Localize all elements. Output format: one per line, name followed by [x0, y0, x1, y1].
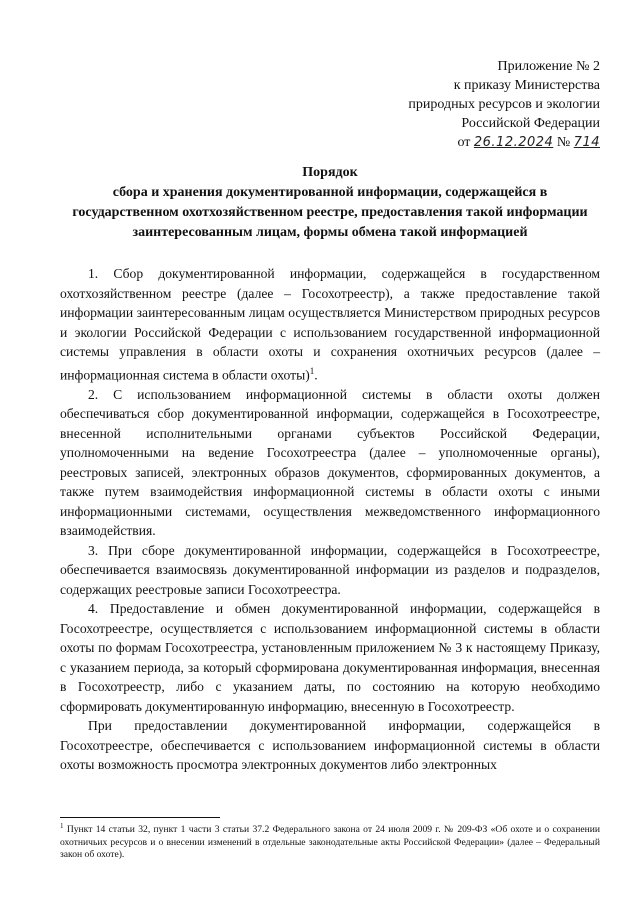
- handwritten-number: 714: [573, 135, 600, 150]
- paragraph-1-text: 1. Сбор документированной информации, содержащейся в государственном охотхозяйственном реестре (далее – Госохотреестр), а также предоставление такой информации заинтересованным лицам осуществляется Министерством природных ресурсов и экологии Российской Федерации с использованием государственной информационной системы управления в области охоты и сохранения охотничьих ресурсов (далее – информационная система в области охоты): [60, 266, 600, 383]
- heading-line-2: сбора и хранения документированной информации, содержащейся в: [112, 185, 548, 200]
- appendix-date-line: [360, 133, 600, 152]
- paragraph-2: 2. С использованием информационной системы в области охоты должен обеспечиваться сбор документированной информации, содержащейся в Госохотреестре, внесенной исполнительными органами субъектов Российской Федерации, уполномоченными на ведение Госохотреестра (далее – уполномоченные органы), реестровых записей, электронных образов документов, сформированных документов, а также путем взаимодействия информационной системы в области охоты с иными информационными системами, осуществления межведомственного информационного взаимодействия.: [60, 386, 600, 539]
- appendix-country-line: Российской Федерации: [461, 116, 600, 131]
- paragraph-4: 4. Предоставление и обмен документированной информации, содержащейся в Госохотреестре, осуществляется с использованием информационной системы в области охоты по формам Госохотреестра, установленным приложением № 3 к настоящему Приказу, с указанием периода, за который сформирована документированная информация, внесенная в Госохотреестр, либо с указанием даты, по состоянию на которую необходимо сформировать документированную информацию, внесенную в Госохотреестр.: [60, 601, 600, 714]
- appendix-ministry-line: природных ресурсов и экологии: [408, 97, 600, 112]
- paragraph-1: [60, 264, 600, 385]
- footnote-text: Пункт 14 статьи 32, пункт 1 части 3 статьи 37.2 Федерального закона от 24 июля 2009 г. № 209-ФЗ «Об охоте и о сохранении охотничьих ресурсов и о внесении изменений в отдельные законодательные акты Российской Федерации» (далее – Федеральный закон об охоте).: [60, 824, 600, 861]
- footnote-marker: 1: [60, 822, 64, 830]
- footnote: [60, 820, 600, 862]
- document-body: [60, 264, 600, 775]
- handwritten-date: 26.12.2024: [473, 135, 554, 150]
- footnote-reference: 1: [309, 365, 315, 376]
- date-prefix: от: [457, 135, 471, 150]
- footnote-divider: [60, 817, 220, 818]
- heading-line-3: государственном охотхозяйственном реестре, предоставления такой информации: [72, 205, 588, 220]
- heading-line-4: заинтересованным лицам, формы обмена такой информацией: [132, 225, 528, 240]
- document-heading: [50, 163, 610, 243]
- paragraph-3: 3. При сборе документированной информации, содержащейся в Госохотреестре, обеспечивается взаимосвязь документированной информации из разделов и подразделов, содержащих реестровые записи Госохотреестра.: [60, 542, 600, 597]
- heading-title: Порядок: [302, 165, 358, 180]
- appendix-order-line: к приказу Министерства: [453, 78, 600, 93]
- paragraph-1-end: .: [314, 367, 318, 383]
- appendix-block: [360, 57, 600, 152]
- paragraph-5: При предоставлении документированной информации, содержащейся в Госохотреестре, обеспечивается с использованием информационной системы в области охоты возможность просмотра электронных документов либо электронных: [60, 718, 600, 773]
- number-sign: №: [556, 135, 571, 150]
- appendix-title: Приложение № 2: [497, 59, 600, 74]
